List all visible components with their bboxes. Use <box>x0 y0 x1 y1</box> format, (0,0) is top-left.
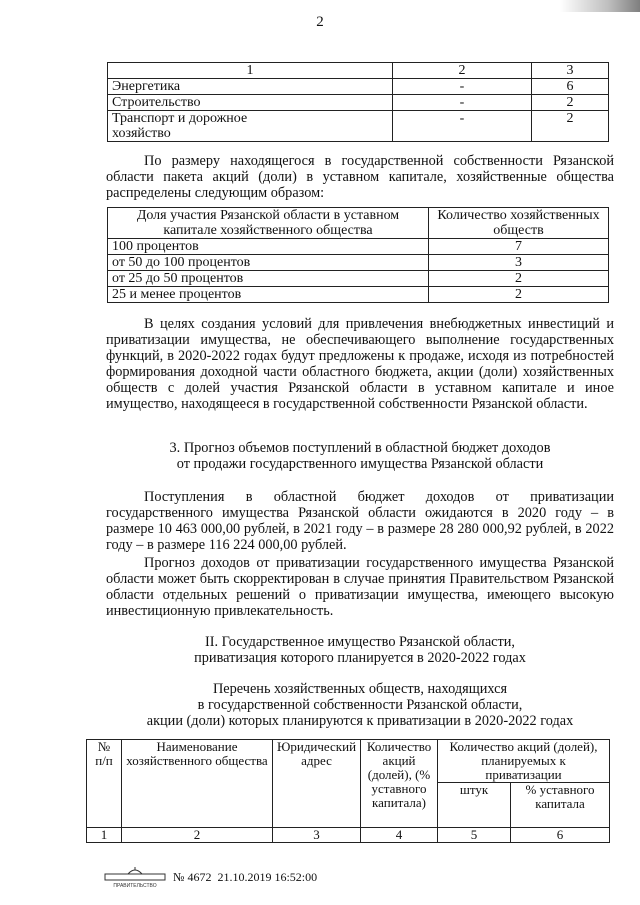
table-cell: 1 <box>87 828 122 843</box>
table-cell: 2 <box>122 828 273 843</box>
document-stamp <box>173 870 317 885</box>
table-row <box>108 95 609 111</box>
header-planned: Количество акций (долей), планируемых к приватизации <box>438 740 610 783</box>
table-row <box>108 287 609 303</box>
table-cell: Строительство <box>108 95 393 111</box>
list-heading <box>80 681 640 729</box>
table-header-row <box>108 63 609 79</box>
table-cell: 6 <box>532 79 609 95</box>
table-cell: 6 <box>511 828 610 843</box>
table-cell: 2 <box>429 271 609 287</box>
table-row <box>108 255 609 271</box>
table-cell: 4 <box>361 828 438 843</box>
table-cell: Транспорт и дорожное хозяйство <box>108 111 393 142</box>
table-cell: от 25 до 50 процентов <box>108 271 429 287</box>
table-cell: 3 <box>429 255 609 271</box>
table-cell: 2 <box>429 287 609 303</box>
doc-number: № 4672 <box>173 870 212 884</box>
table-row <box>108 271 609 287</box>
table-cell: от 50 до 100 процентов <box>108 255 429 271</box>
table-header-row <box>87 740 610 783</box>
table-row <box>108 79 609 95</box>
table-cell: Доля участия Рязанской области в уставном капитале хозяйственного общества <box>108 208 429 239</box>
header-legal-address: Юридический адрес <box>273 740 361 828</box>
paragraph-text: По размеру находящегося в государственной собственности Рязанской области пакета акций (доли) в уставном капитале, хозяйственные общества распределены следующим образом: <box>106 153 614 201</box>
heading-line: в государственной собственности Рязанской области, <box>197 697 523 713</box>
header-company-name: Наименование хозяйственного общества <box>122 740 273 828</box>
table-cell: - <box>393 95 532 111</box>
heading-line: Перечень хозяйственных обществ, находящихся <box>212 681 508 697</box>
paragraph-text: Прогноз доходов от приватизации государственного имущества Рязанской области может быть скорректирован в случае принятия Правительством Рязанской области отдельных решений о приватизации имущества, имеющего высокую инвестиционную привлекательность. <box>106 555 614 619</box>
svg-text:ПРАВИТЕЛЬСТВО: ПРАВИТЕЛЬСТВО <box>113 883 157 888</box>
paragraph-text: В целях создания условий для привлечения внебюджетных инвестиций и приватизации имущества, не обеспечивающего выполнение государственных функций, в 2020-2022 годах будут предложены к продаже, исходя из потребностей формирования доходной части областного бюджета, акции (доли) хозяйственных обществ с долей участия Рязанской области в уставном капитале и иное имущество, находящееся в государственной собственности Рязанской области. <box>106 316 614 412</box>
table-cell: 100 процентов <box>108 239 429 255</box>
header-pieces: штук <box>438 783 511 828</box>
table-cell: 3 <box>273 828 361 843</box>
paragraph-distribution <box>106 153 614 201</box>
heading-line: от продажи государственного имущества Рязанской области <box>176 456 544 472</box>
table-cell: 5 <box>438 828 511 843</box>
paragraph-text: Поступления в областной бюджет доходов от приватизации государственного имущества Рязанской области ожидаются в 2020 году – в размере 10 463 000,00 рублей, в 2021 году – в размере 28 280 000,92 рублей, в 2022 году – в размере 116 224 000,00 рублей. <box>106 489 614 553</box>
table-row <box>87 828 610 843</box>
table-cell: 25 и менее процентов <box>108 287 429 303</box>
heading-line: акции (доли) которых планируются к приватизации в 2020-2022 годах <box>146 713 574 729</box>
table-row <box>108 111 609 142</box>
header-share-quantity: Количество акций (долей), (% уставного капитала) <box>361 740 438 828</box>
heading-line: 3. Прогноз объемов поступлений в областной бюджет доходов <box>169 440 551 456</box>
industry-table <box>107 62 609 142</box>
table-header-row <box>108 208 609 239</box>
scan-corner-shadow <box>560 0 640 12</box>
table-cell: 2 <box>532 95 609 111</box>
table-cell: 7 <box>429 239 609 255</box>
table-cell: 2 <box>393 63 532 79</box>
paragraph-revenue <box>106 489 614 553</box>
table-cell: 1 <box>108 63 393 79</box>
table-cell: Энергетика <box>108 79 393 95</box>
doc-datetime: 21.10.2019 16:52:00 <box>217 870 318 884</box>
share-table <box>107 207 609 303</box>
table-cell: 3 <box>532 63 609 79</box>
privatization-table <box>86 739 610 843</box>
table-cell: - <box>393 79 532 95</box>
section-3-heading <box>80 440 640 472</box>
table-cell: Количество хозяйственных обществ <box>429 208 609 239</box>
government-logo-icon <box>104 866 166 888</box>
page-number: 2 <box>316 14 324 30</box>
paragraph-conditions <box>106 316 614 412</box>
header-percent: % уставного капитала <box>511 783 610 828</box>
section-2-heading <box>80 634 640 666</box>
heading-line: II. Государственное имущество Рязанской области, <box>205 634 515 650</box>
table-row <box>108 239 609 255</box>
header-num: № п/п <box>87 740 122 828</box>
heading-line: приватизация которого планируется в 2020-2022 годах <box>194 650 526 666</box>
table-cell: - <box>393 111 532 142</box>
paragraph-forecast <box>106 555 614 619</box>
table-cell: 2 <box>532 111 609 142</box>
